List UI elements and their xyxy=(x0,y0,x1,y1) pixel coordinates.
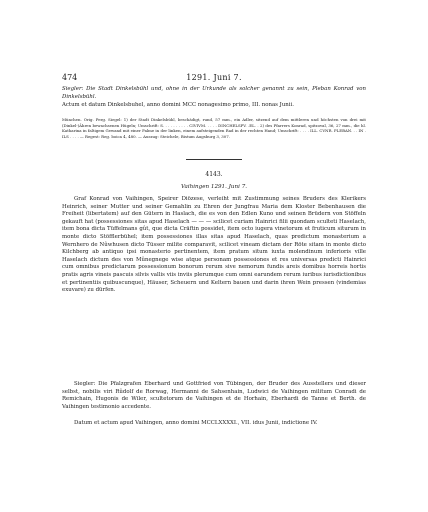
document-place-date: Vaihingen 1291. Juni 7. xyxy=(180,184,248,190)
preceding-siegler: Siegler: Die Stadt Dinkelsbühl und, ohne in der Urkunde als solcher genannt zu sein, Pleban Konrad von Dinkelsbühl. xyxy=(62,86,366,100)
summary-text: Graf Konrad von Vaihingen, Speirer Diözese, verleiht mit Zustimmung seines Bruders des Klerikers Heinrich, seiner Mutter und seiner Gemahlin zu Ehren der Jungfrau Maria dem Kloster Bebenhausen die Freiheit (libertatem) auf den Gütern in Haslach, die es von den Edlen Kuno und seinen Brüdern von Stöffeln gekauft hat (possessiones sitas apud Haselach — — — scilicet curiam Hainrici filii quondam sculteti Haselach, item bona dicta Tüffelmans gût, que dicta Cräftin possidet, item octo iugera vinetorum et fruticum siturum in monte dicto Stöfflerbühel; item possessiones illas sitas apud Haselach, quas predictum monasterium a Wernhero de Nûwhusen dicto Tüsser milite comparavit, scilicet vineam dictam der Röte sitam in monte dicto Kilchberg ab antiquo ipsi monasterio pertinentem, item pratum situm iuxta molendinum inferioris ville Haselach dictum des von Mûnegnege wise atque personam possessiones et res universas predicti Hainrici cum omnibus predictarum possessionum bonorum rerum sive nemorum fundis areis domibus horreis hortis pratis agris vineis pascuis silvis vallis viis inviis plerumque cum omni earundem rerum iuribus iurisdictionibus et pertinentiis quibuscunque), Häuser, Scheuern und Keltern bauen und darin ihren Wein pressen (vindemias exuvare) zu dürfen. xyxy=(62,196,366,294)
section-divider xyxy=(186,159,242,160)
page-number: 474 xyxy=(62,73,78,82)
running-title: 1291. Juni 7. xyxy=(186,73,242,82)
preceding-actum: Actum et datum Dinkelsbuhel, anno domini MCC nonagesimo primo, III. nonas Junii. xyxy=(62,102,294,108)
document-actum xyxy=(62,420,366,428)
document-siegler xyxy=(62,381,366,411)
actum-text: Datum et actum apud Vaihingen, anno domini MCCLXXXXI., VII. idus Junii, indictione IV. xyxy=(74,420,318,426)
running-header xyxy=(62,73,366,83)
document-summary xyxy=(62,196,366,295)
siegler-text: Siegler: Die Pfalzgrafen Eberhard und Gottfried von Tübingen, der Bruder des Ausstellers und dieser selbst, nobilis viri Rûdolf de Rorwag, Hermanni de Sahsenhain, Ludwici de Vaihingen militum Conradi de Remichain, Hugonis de Wiler, scultetorum de Vaihingen et de Horhain, Eberhardi de Tanne et Berth. de Vaihingen testimonio accedente. xyxy=(62,381,366,410)
document-number: 4143. xyxy=(205,171,223,178)
preceding-archival-note: München. Orig. Perg. Siegel: 1) der Stadt Dinkelsbühl, beschädigt, rund, 57 mm., ein Adler, sitzend auf dem mittleren und höchsten von drei mit (Dinkel-)Ähren bewachsenen Hügeln; Umschrift: S. . . . . . . . . . CIVIVM. . . . . DINCHELSPV. .EL. . 2) des Pfarrers Konrad, spitzoval, 36, 27 mm., die hl. Katharina in faltigem Gewand mit einer Palme in der linken, einem aufsteigenden Rad in der rechten Hand; Umschrift: . . . . ILL. CVNR. PLEBAN. . . IN . ILS . . . . — Regest: Reg. boica 4, 480. — Auszug: Steichele, Bistum Augsburg 3, 307. xyxy=(62,117,366,139)
